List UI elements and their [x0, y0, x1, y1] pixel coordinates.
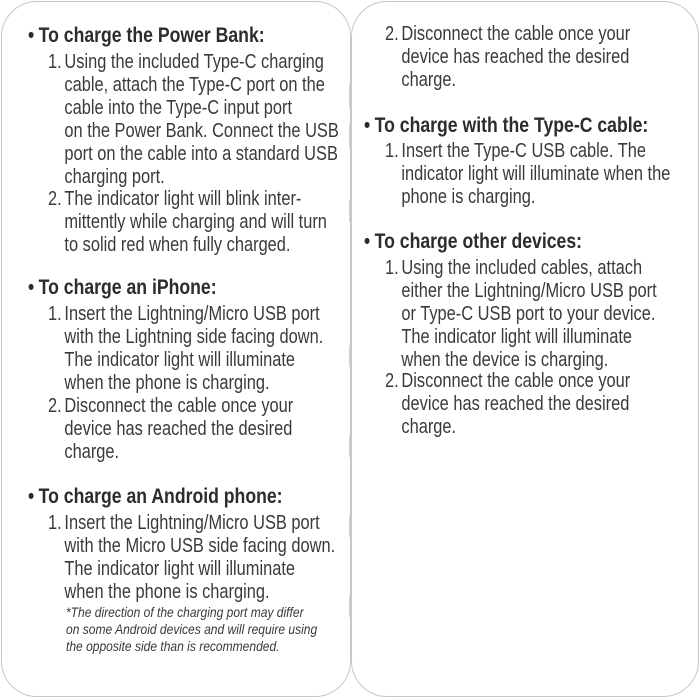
step-line: cable into the Type-C input port	[64, 97, 293, 119]
cut-mark	[349, 515, 350, 537]
step-line: Using the included cables, attach	[401, 257, 643, 279]
step-line: when the phone is charging.	[64, 372, 270, 394]
step-line: port on the cable into a standard USB	[64, 143, 338, 165]
bullet-icon: •	[28, 23, 35, 47]
step-line: either the Lightning/Micro USB port	[401, 280, 657, 302]
step-line: with the Lightning side facing down.	[64, 326, 324, 348]
step-line: charge.	[64, 441, 120, 463]
section-heading-type-c: • To charge with the Type-C cable:	[364, 113, 649, 137]
bullet-icon: •	[364, 229, 371, 253]
section-heading-other-devices: • To charge other devices:	[364, 229, 583, 253]
step-line: Insert the Lightning/Micro USB port	[64, 303, 320, 325]
step-line: charging port.	[64, 166, 165, 188]
step-line: device has reached the desired	[64, 418, 293, 440]
footnote-line: the opposite side than is recommended.	[66, 638, 280, 654]
section-heading-power-bank: • To charge the Power Bank:	[28, 23, 265, 47]
step-number: 1.	[48, 51, 62, 73]
step-number: 1.	[48, 512, 62, 534]
step-line: indicator light will illuminate when the	[401, 163, 671, 185]
bullet-icon: •	[28, 275, 35, 299]
step-number: 1.	[385, 140, 399, 162]
step-line: Disconnect the cable once your	[401, 370, 631, 392]
step-line: with the Micro USB side facing down.	[64, 535, 336, 557]
cut-mark	[349, 200, 350, 222]
android-footnote	[66, 604, 317, 655]
step-line: charge.	[401, 416, 457, 438]
cut-mark	[349, 125, 350, 147]
step-line: on the Power Bank. Connect the USB	[64, 120, 339, 142]
step-line: when the device is charging.	[401, 349, 609, 371]
step-line: or Type-C USB port to your device.	[401, 303, 656, 325]
step-number: 1.	[48, 303, 62, 325]
step-line: Insert the Lightning/Micro USB port	[64, 512, 320, 534]
footnote-line: on some Android devices and will require using	[66, 621, 318, 637]
step-number: 2.	[385, 23, 399, 45]
step-line: Using the included Type-C charging	[64, 51, 324, 73]
step-line: The indicator light will illuminate	[64, 558, 296, 580]
step-line: The indicator light will illuminate	[401, 326, 633, 348]
step-line: Disconnect the cable once your	[401, 23, 631, 45]
step-number: 1.	[385, 257, 399, 279]
cut-mark	[349, 595, 350, 617]
step-line: Insert the Type-C USB cable. The	[401, 140, 647, 162]
cut-mark	[349, 435, 350, 457]
step-line: cable, attach the Type-C port on the	[64, 74, 325, 96]
step-line: Disconnect the cable once your	[64, 395, 294, 417]
section-heading-iphone: • To charge an iPhone:	[28, 275, 217, 299]
footnote-line: *The direction of the charging port may differ	[66, 604, 304, 620]
step-line: device has reached the desired	[401, 393, 630, 415]
step-number: 2.	[48, 188, 62, 210]
step-line: when the phone is charging.	[64, 581, 270, 603]
step-number: 2.	[48, 395, 62, 417]
bullet-icon: •	[28, 484, 35, 508]
step-number: 2.	[385, 370, 399, 392]
section-heading-android: • To charge an Android phone:	[28, 484, 283, 508]
bullet-icon: •	[364, 113, 371, 137]
cut-mark	[349, 85, 350, 107]
cut-mark	[349, 345, 350, 367]
step-line: to solid red when fully charged.	[64, 234, 291, 256]
step-line: The indicator light will illuminate	[64, 349, 296, 371]
step-line: mittently while charging and will turn	[64, 211, 327, 233]
step-line: charge.	[401, 69, 457, 91]
step-line: device has reached the desired	[401, 46, 630, 68]
step-line: The indicator light will blink inter-	[64, 188, 302, 210]
step-line: phone is charging.	[401, 186, 536, 208]
